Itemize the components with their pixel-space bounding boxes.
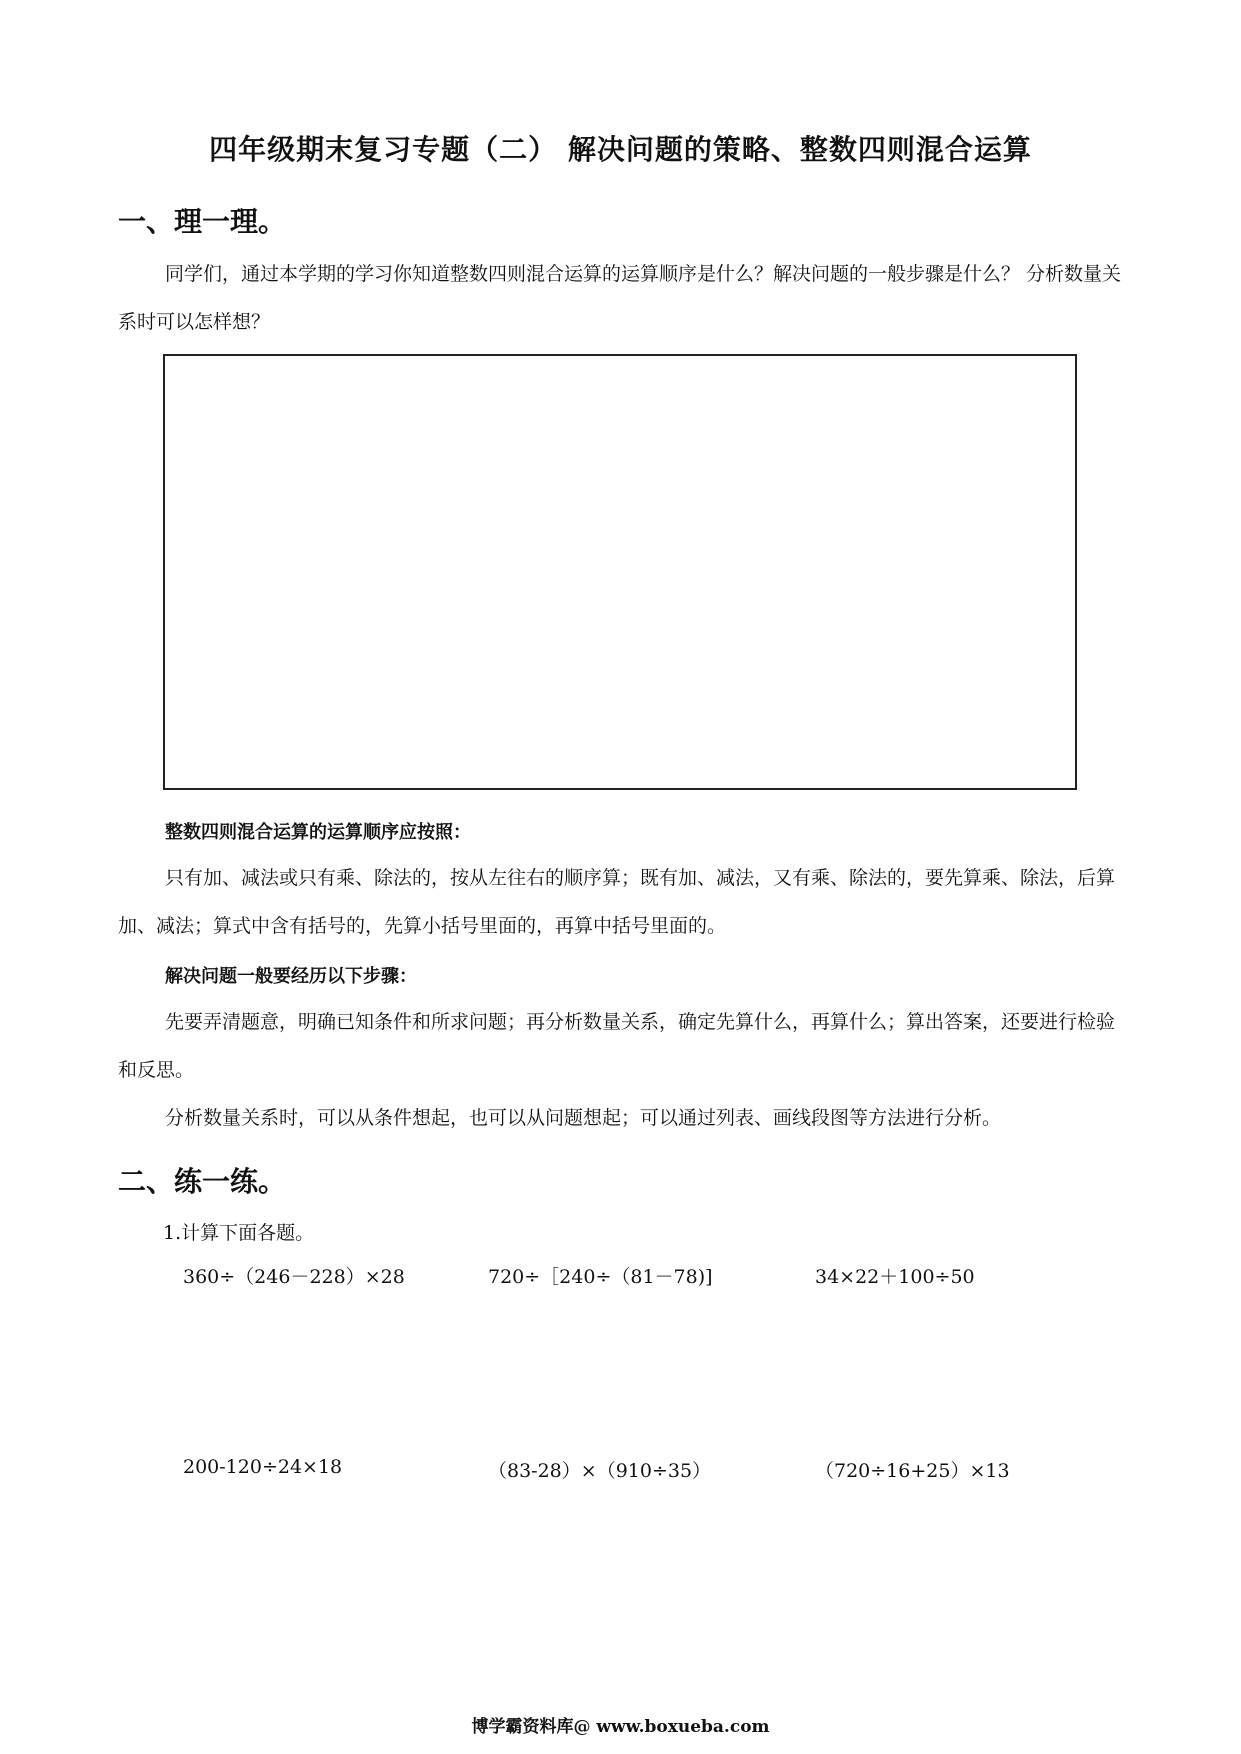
expression-2: 720÷［240÷（81－78)]	[488, 1266, 713, 1288]
intro-paragraph: 同学们，通过本学期的学习你知道整数四则混合运算的运算顺序是什么？解决问题的一般步骤是什么？ 分析数量关系时可以怎样想？	[118, 263, 1122, 333]
question-1-label: 1.计算下面各题。	[163, 1222, 315, 1244]
section-heading-practice: 二、练一练。	[118, 1165, 287, 1198]
section-heading-review: 一、理一理。	[118, 205, 287, 238]
operation-order-heading: 整数四则混合运算的运算顺序应按照：	[165, 822, 471, 843]
analysis-text: 分析数量关系时，可以从条件想起，也可以从问题想起；可以通过列表、画线段图等方法进行分析。	[165, 1107, 1002, 1129]
answer-box[interactable]	[163, 354, 1077, 790]
expression-4: 200-120÷24×18	[183, 1456, 343, 1478]
operation-order-text: 只有加、减法或只有乘、除法的，按从左往右的顺序算；既有加、减法，又有乘、除法的，要先算乘、除法，后算加、减法；算式中含有括号的，先算小括号里面的，再算中括号里面的。	[118, 867, 1116, 937]
expression-3: 34×22＋100÷50	[815, 1266, 975, 1288]
expression-1: 360÷（246－228）×28	[183, 1266, 405, 1288]
problem-steps-text: 先要弄清题意，明确已知条件和所求问题；再分析数量关系，确定先算什么，再算什么；算出答案，还要进行检验和反思。	[118, 1011, 1116, 1081]
footer-watermark: 博学霸资料库@ www.boxueba.com	[471, 1717, 770, 1737]
page-title: 四年级期末复习专题（二） 解决问题的策略、整数四则混合运算	[209, 133, 1032, 166]
expression-6: （720÷16+25）×13	[815, 1460, 1010, 1482]
problem-steps-heading: 解决问题一般要经历以下步骤：	[165, 966, 417, 987]
expression-5: （83-28）×（910÷35）	[488, 1460, 712, 1482]
